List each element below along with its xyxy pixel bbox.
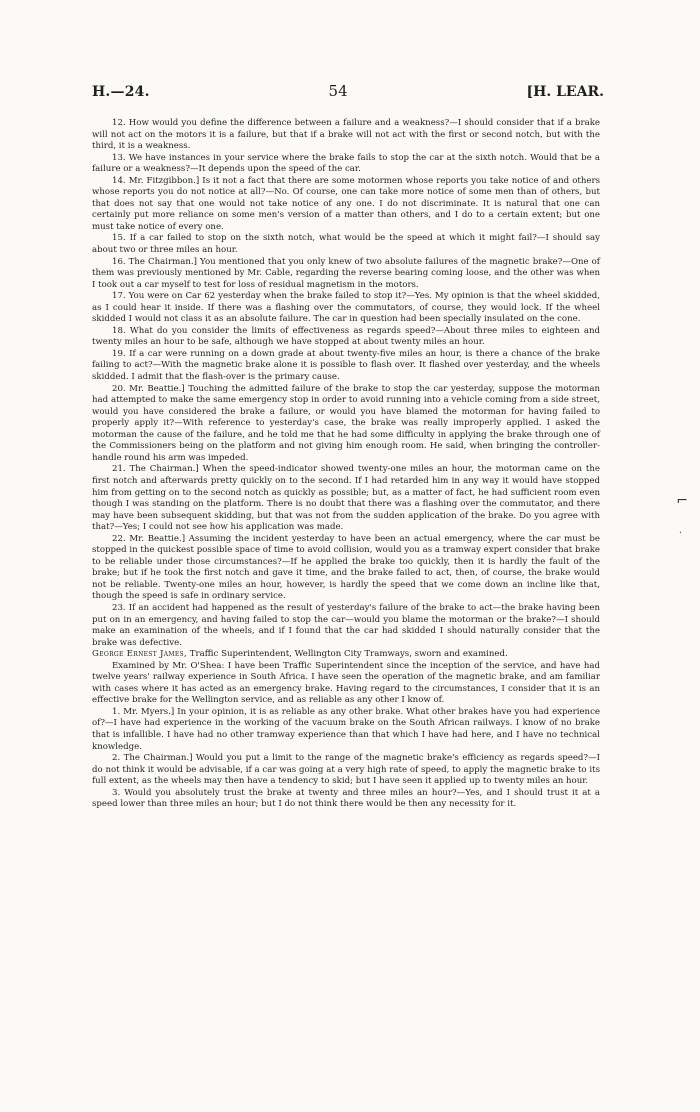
margin-tick-mark: ⌐ [676,493,688,509]
question-15: 15. If a car failed to stop on the sixth notch, what would be the speed at which it might fail?—I should say about two or three miles an hour. [92,233,600,256]
question-14: 14. Mr. Fitzgibbon.] Is it not a fact that there are some motormen whose reports you take notice of and others whose reports you do not notice at all?—No. Of course, one can take more notice of some men than of others, but that does not say that one would not take notice of any one. I do not discriminate. It is natural that one can certainly put more reliance on some men's version of a matter than others, and I do to a certain extent; but one must take notice of every one. [92,175,600,232]
page-number: 54 [328,82,348,100]
question-20: 20. Mr. Beattie.] Touching the admitted failure of the brake to stop the car yesterday, suppose the motorman had attempted to make the same emergency stop in order to avoid running into a vehicle coming from a side street, would you have considered the brake a failure, or would you have blamed the motorman for having failed to properly apply it?—With reference to yesterday's case, the brake was really improperly applied. I asked the motorman the cause of the failure, and he told me that he had some difficulty in applying the brake through one of the Commissioners being on the platform and not giving him enough room. He said, when bringing the controller-handle round his arm was impeded. [92,383,600,463]
witness-name: George Ernest James, [92,649,187,660]
witness-statement: Examined by Mr. O'Shea: I have been Traffic Superintendent since the inception of the service, and have had twelve years' railway experience in South Africa. I have seen the operation of the magnetic brake, and am familiar with cases where it has acted as an emergency brake. Having regard to the circumstances, I consider that it is an effective brake for the Wellington service, and as reliable as any other I know of. [92,660,600,706]
witness-title: Traffic Superintendent, Wellington City Tramways, sworn and examined. [187,649,508,660]
witness-question-3: 3. Would you absolutely trust the brake at twenty and three miles an hour?—Yes, and I should trust it at a speed lower than three miles an hour; but I do not think there would be then any necessity for it. [92,787,600,810]
question-17: 17. You were on Car 62 yesterday when the brake failed to stop it?—Yes. My opinion is that the wheel skidded, as I could hear it inside. If there was a flashing over the commutators, of course, they would lock. If the wheel skidded I would not class it as an absolute failure. The car in question had been specially insulated on the cone. [92,291,600,325]
margin-scratch-mark: · [678,528,682,539]
question-16: 16. The Chairman.] You mentioned that you only knew of two absolute failures of the magnetic brake?—One of them was previously mentioned by Mr. Cable, regarding the reverse bearing coming loose, and the other was when I took out a car myself to test for loss of residual magnetism in the motors. [92,256,600,290]
witness-heading [92,649,600,661]
document-code: H.—24. [92,84,150,100]
question-13: 13. We have instances in your service where the brake fails to stop the car at the sixth notch. Would that be a failure or a weakness?—It depends upon the speed of the car. [92,152,600,175]
witness-question-1: 1. Mr. Myers.] In your opinion, it is as reliable as any other brake. What other brakes have you had experience of?—I have had experience in the working of the vacuum brake on the South African railways. I know of no brake that is infallible. I have had no other tramway experience than that which I have had here, and I have no technical knowledge. [92,706,600,752]
question-12: 12. How would you define the difference between a failure and a weakness?—I should consider that if a brake will not act on the motors it is a failure, but that if a brake will not act with the first or second notch, but with the third, it is a weakness. [92,118,600,152]
question-21: 21. The Chairman.] When the speed-indicator showed twenty-one miles an hour, the motorman came on the first notch and afterwards pretty quickly on to the second. If I had retarded him in any way it would have stopped him from getting on to the second notch as quickly as possible; but, as a matter of fact, he had sufficient room even though I was standing on the platform. There is no doubt that there was a flashing over the commutator, and there may have been subsequent skidding, but that was not from the sudden application of the brake. Do you agree with that?—Yes; I could not see how his application was made. [92,464,600,533]
page-header [92,82,604,100]
witness-question-2: 2. The Chairman.] Would you put a limit to the range of the magnetic brake's efficiency as regards speed?—I do not think it would be advisable, if a car was going at a very high rate of speed, to apply the magnetic brake to its full extent, as the wheels may then have a tendency to skid; but I have seen it applied up to twenty miles an hour. [92,753,600,787]
witness-reference: [H. LEAR. [526,84,604,100]
question-23: 23. If an accident had happened as the result of yesterday's failure of the brake to act—the brake having been put on in an emergency, and having failed to stop the car—would you blame the motorman or the brake?—I should make an examination of the wheels, and if I found that the car had skidded I should naturally consider that the brake was defective. [92,602,600,648]
question-22: 22. Mr. Beattie.] Assuming the incident yesterday to have been an actual emergency, where the car must be stopped in the quickest possible space of time to avoid collision, would you as a tramway expert consider that brake to be reliable under those circumstances?—If he applied the brake too quickly, then it is hardly the fault of the brake; but if he took the first notch and gave it time, and the brake failed to act, then, of course, the brake would not be reliable. Twenty-one miles an hour, however, is hardly the speed that we come down an incline like that, though the speed is safe in ordinary service. [92,533,600,602]
question-18: 18. What do you consider the limits of effectiveness as regards speed?—About three miles to eighteen and twenty miles an hour to be safe, although we have stopped at about twenty miles an hour. [92,325,600,348]
document-body [92,118,600,811]
question-19: 19. If a car were running on a down grade at about twenty-five miles an hour, is there a chance of the brake failing to act?—With the magnetic brake alone it is possible to flash over. It flashed over yesterday, and the wheels skidded. I admit that the flash-over is the primary cause. [92,348,600,383]
